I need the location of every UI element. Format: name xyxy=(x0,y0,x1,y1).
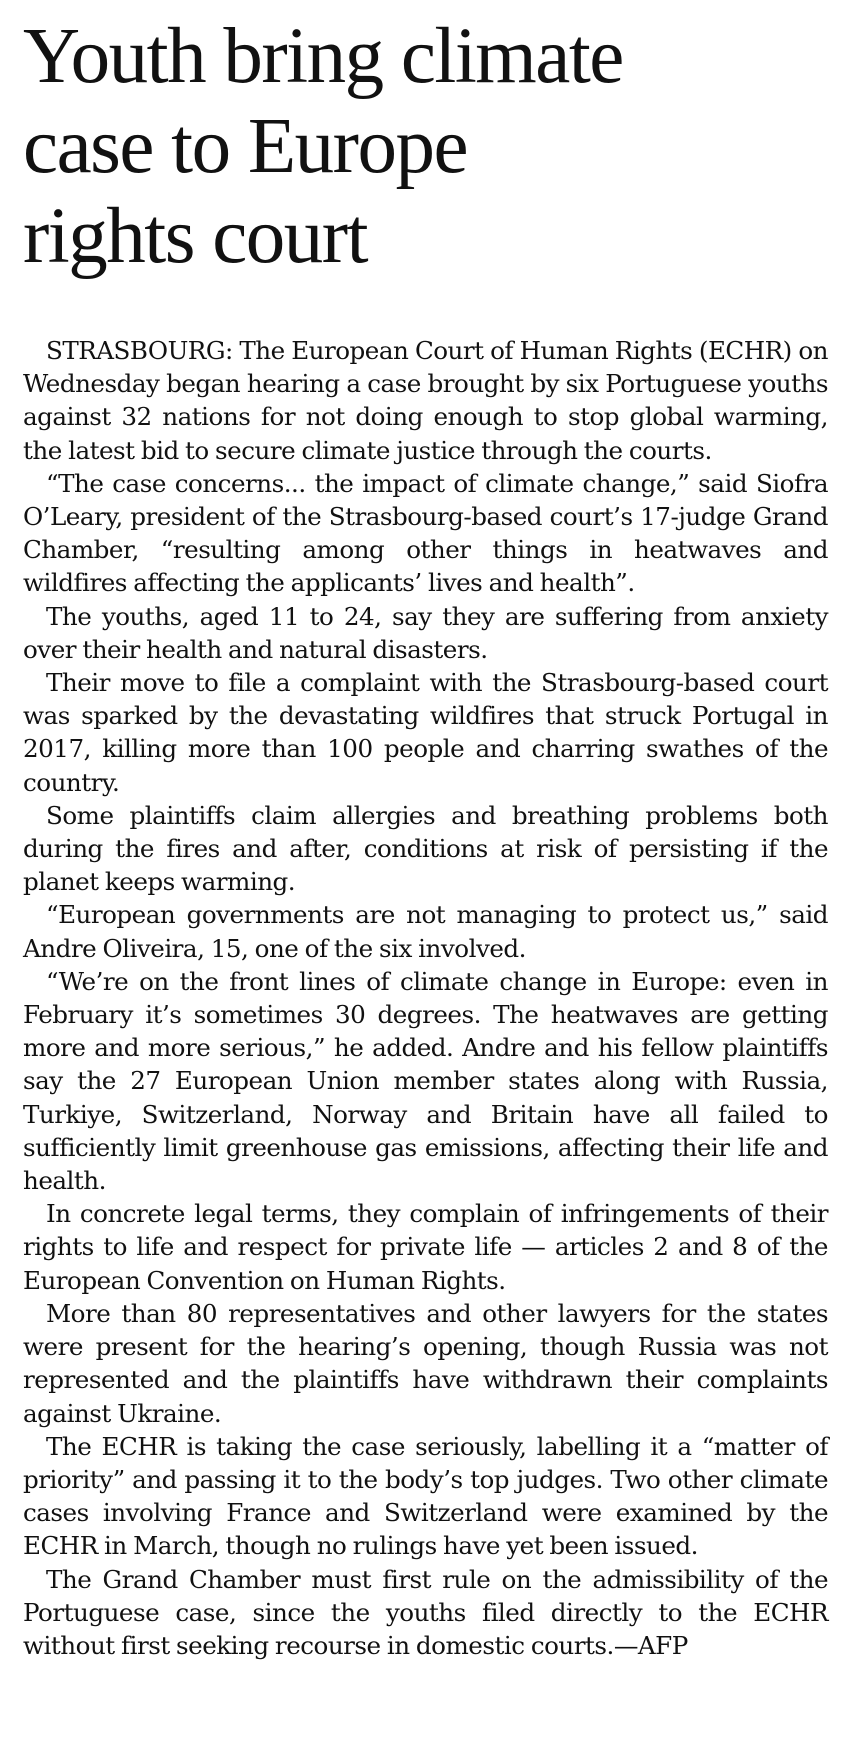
headline-line: case to Europe xyxy=(23,103,468,190)
article-paragraph: More than 80 representatives and other lawyers for the states were present for the hearing’s opening, though Russia was not represented and the plaintiffs have withdrawn their complaints against Ukraine. xyxy=(23,1298,828,1428)
article-paragraph: The youths, aged 11 to 24, say they are suffering from anxiety over their health and natural disasters. xyxy=(23,601,828,664)
article-body xyxy=(23,334,828,1662)
headline-line: Youth bring climate xyxy=(23,13,623,100)
article-paragraph: Their move to file a complaint with the Strasbourg-based court was sparked by the devastating wildfires that struck Portugal in 2017, killing more than 100 people and charring swathes of the country. xyxy=(23,668,828,797)
article-paragraph: In concrete legal terms, they complain of infringements of their rights to life and respect for private life — articles 2 and 8 of the European Convention on Human Rights. xyxy=(23,1199,828,1295)
article-paragraph: “We’re on the front lines of climate change in Europe: even in February it’s sometimes 30 degrees. The heatwaves are getting more and more serious,” he added. Andre and his fellow plaintiffs say the 27 European Union member states along with Russia, Turkiye, Switzerland, Norway and Britain have all failed to sufficiently limit greenhouse gas emissions, affecting their life and health. xyxy=(23,966,828,1196)
article-paragraph: The Grand Chamber must first rule on the admissibility of the Portuguese case, since the youths filed directly to the ECHR without first seeking recourse in domestic courts.—AFP xyxy=(23,1564,828,1660)
article-paragraph: STRASBOURG: The European Court of Human Rights (ECHR) on Wednesday began hearing a case brought by six Portuguese youths against 32 nations for not doing enough to stop global warming, the latest bid to secure climate justice through the courts. xyxy=(23,336,828,465)
headline-line: rights court xyxy=(23,193,368,280)
article-paragraph: “European governments are not managing to protect us,” said Andre Oliveira, 15, one of the six involved. xyxy=(23,900,828,963)
article-headline xyxy=(23,12,828,282)
news-article xyxy=(23,0,828,1662)
article-paragraph: The ECHR is taking the case seriously, labelling it a “matter of priority” and passing it to the body’s top judges. Two other climate cases involving France and Switzerland were examined by the ECHR in March, though no rulings have yet been issued. xyxy=(23,1431,828,1561)
article-paragraph: Some plaintiffs claim allergies and breathing problems both during the fires and after, conditions at risk of persisting if the planet keeps warming. xyxy=(23,800,828,897)
article-paragraph: “The case concerns... the impact of climate change,” said Siofra O’Leary, president of the Strasbourg-based court’s 17-judge Grand Chamber, “resulting among other things in heatwaves and wildfires affecting the applicants’ lives and health”. xyxy=(23,468,828,598)
